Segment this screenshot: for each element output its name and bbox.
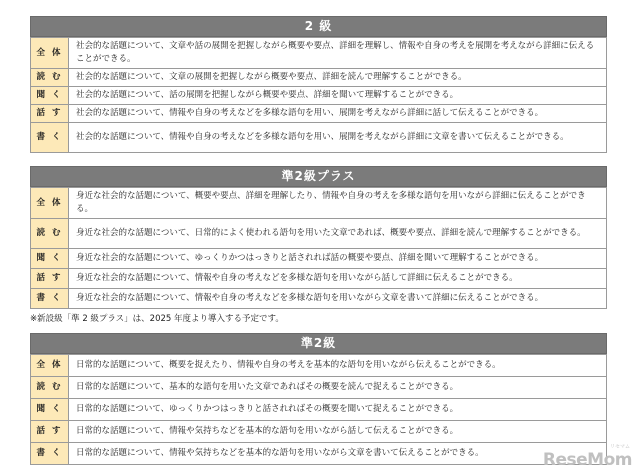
skill-description: 日常的な話題について、ゆっくりかつはっきりと話されればその概要を聞いて捉えることができる。 — [69, 399, 607, 421]
section-title: 2 級 — [30, 16, 607, 37]
section-grade-pre2-plus — [30, 166, 607, 309]
table-row — [31, 421, 607, 443]
table-row — [31, 289, 607, 309]
skill-description: 身近な社会的な話題について、情報や自身の考えなどを多様な語句を用いながら話して詳細に伝えることができる。 — [69, 269, 607, 289]
table-row — [31, 443, 607, 465]
table-row — [31, 355, 607, 377]
watermark-subtext: リセマム — [610, 444, 630, 450]
skill-description: 日常的な話題について、情報や気持ちなどを基本的な語句を用いながら文章を書いて伝えることができる。 — [69, 443, 607, 465]
table-row — [31, 399, 607, 421]
section-title: 準2級プラス — [30, 166, 607, 187]
skill-label: 聞 く — [31, 87, 69, 105]
skill-description: 身近な社会的な話題について、ゆっくりかつはっきりと話されれば話の概要や要点、詳細を聞いて理解することができる。 — [69, 249, 607, 269]
skill-label: 話 す — [31, 269, 69, 289]
skill-description: 日常的な話題について、概要を捉えたり、情報や自身の考えを基本的な語句を用いながら伝えることができる。 — [69, 355, 607, 377]
skill-label: 全 体 — [31, 38, 69, 69]
skill-label: 全 体 — [31, 188, 69, 219]
table-row — [31, 377, 607, 399]
skill-description: 社会的な話題について、文章の展開を把握しながら概要や要点、詳細を読んで理解することができる。 — [69, 69, 607, 87]
skill-description: 社会的な話題について、文章や話の展開を把握しながら概要や要点、詳細を理解し、情報や自身の考えを展開を考えながら詳細に伝えることができる。 — [69, 38, 607, 69]
section-table — [30, 354, 607, 465]
table-row — [31, 69, 607, 87]
table-row — [31, 38, 607, 69]
table-row — [31, 219, 607, 249]
skill-label: 話 す — [31, 105, 69, 123]
skill-description: 社会的な話題について、情報や自身の考えなどを多様な語句を用い、展開を考えながら詳細に話して伝えることができる。 — [69, 105, 607, 123]
skill-description: 身近な社会的な話題について、概要や要点、詳細を理解したり、情報や自身の考えを多様な語句を用いながら詳細に伝えることができる。 — [69, 188, 607, 219]
section-title: 準2級 — [30, 333, 607, 354]
skill-label: 書 く — [31, 289, 69, 309]
table-row — [31, 123, 607, 153]
skill-label: 読 む — [31, 69, 69, 87]
skill-description: 身近な社会的な話題について、情報や自身の考えなどを多様な語句を用いながら文章を書いて詳細に伝えることができる。 — [69, 289, 607, 309]
watermark-logo: ReseMom — [542, 450, 632, 470]
footnote: ※新設級「準 2 級プラス」は、2025 年度より導入する予定です。 — [30, 314, 284, 324]
section-grade-2 — [30, 16, 607, 153]
section-table — [30, 187, 607, 309]
table-row — [31, 269, 607, 289]
skill-description: 社会的な話題について、話の展開を把握しながら概要や要点、詳細を聞いて理解することができる。 — [69, 87, 607, 105]
skill-label: 話 す — [31, 421, 69, 443]
section-table — [30, 37, 607, 153]
skill-label: 書 く — [31, 123, 69, 153]
section-grade-pre2 — [30, 333, 607, 465]
skill-label: 聞 く — [31, 399, 69, 421]
table-row — [31, 87, 607, 105]
table-row — [31, 105, 607, 123]
skill-label: 読 む — [31, 219, 69, 249]
skill-label: 書 く — [31, 443, 69, 465]
skill-label: 読 む — [31, 377, 69, 399]
skill-description: 身近な社会的な話題について、日常的によく使われる語句を用いた文章であれば、概要や要点、詳細を読んで理解することができる。 — [69, 219, 607, 249]
table-row — [31, 188, 607, 219]
skill-label: 聞 く — [31, 249, 69, 269]
skill-description: 社会的な話題について、情報や自身の考えなどを多様な語句を用い、展開を考えながら詳細に文章を書いて伝えることができる。 — [69, 123, 607, 153]
skill-description: 日常的な話題について、情報や気持ちなどを基本的な語句を用いながら話して伝えることができる。 — [69, 421, 607, 443]
table-row — [31, 249, 607, 269]
skill-description: 日常的な話題について、基本的な語句を用いた文章であればその概要を読んで捉えることができる。 — [69, 377, 607, 399]
skill-label: 全 体 — [31, 355, 69, 377]
